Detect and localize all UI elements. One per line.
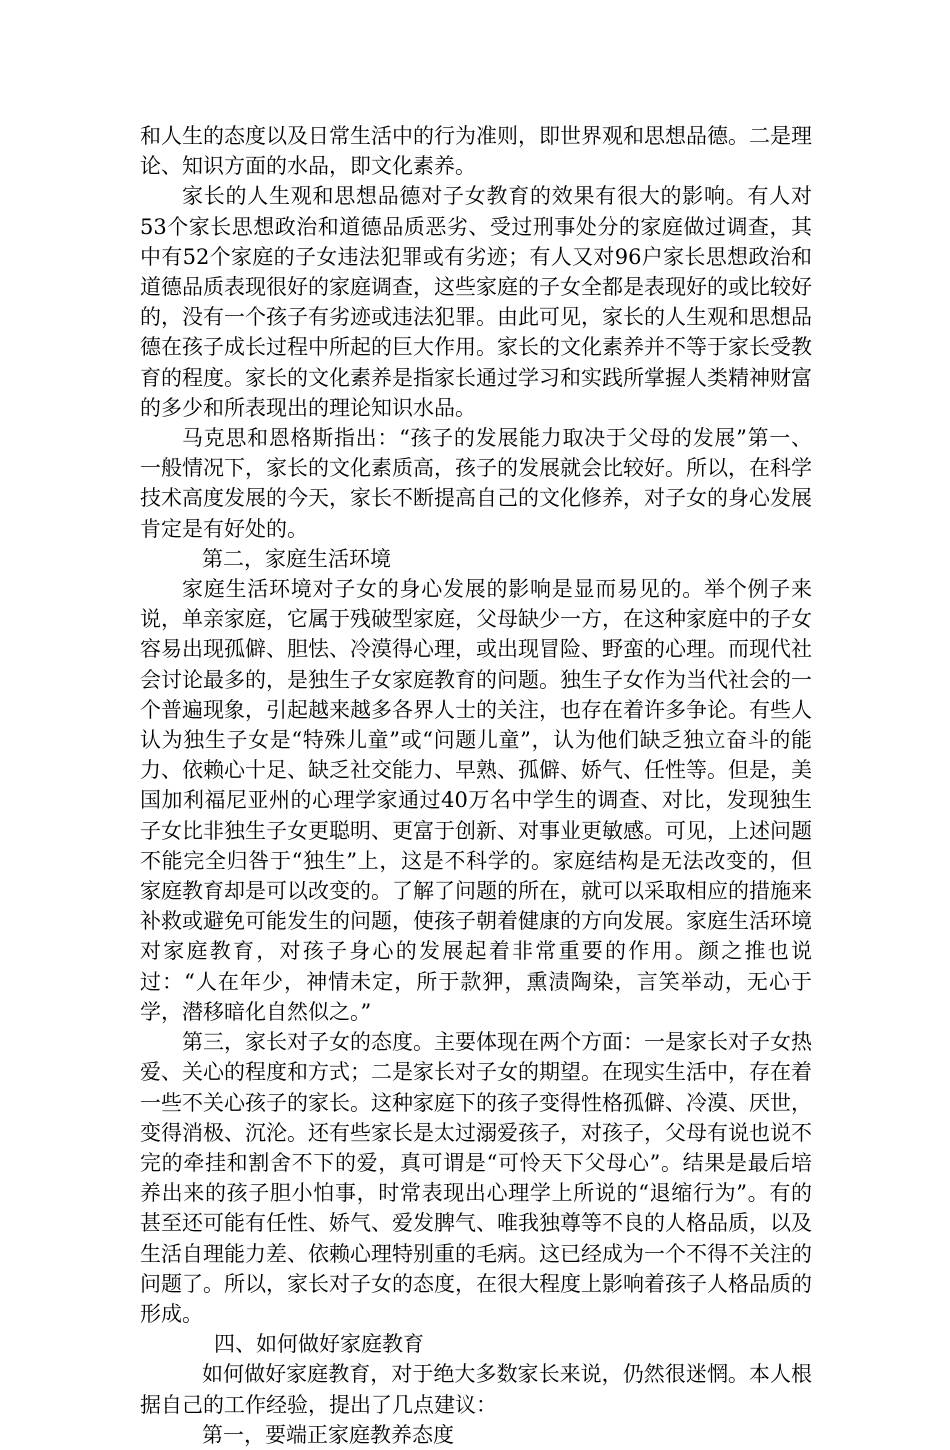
paragraph-parent-attitude: 第三，家长对子女的态度。主要体现在两个方面：一是家长对子女热爱、关心的程度和方式；二是家长对子女的期望。在现实生活中，存在着一些不关心孩子的家长。这种家庭下的孩子变得性格孤僻、冷漠、厌世，变得消极、沉沦。还有些家长是太过溺爱孩子，对孩子，父母有说也说不完的牵挂和割舍不下的爱，真可谓是“可怜天下父母心”。结果是最后培养出来的孩子胆小怕事，时常表现出心理学上所说的“退缩行为”。有的甚至还可能有任性、娇气、爱发脾气、唯我独尊等不良的人格品质，以及生活自理能力差、依赖心理特别重的毛病。这已经成为一个不得不关注的问题了。所以，家长对子女的态度，在很大程度上影响着孩子人格品质的形成。 [140,1030,812,1326]
section-heading-how-to-educate: 四、如何做好家庭教育 [214,1332,424,1357]
paragraph-continuation: 和人生的态度以及日常生活中的行为准则，即世界观和思想品德。二是理论、知识方面的水品，即文化素养。 [140,124,812,179]
paragraph-suggestions-intro: 如何做好家庭教育，对于绝大多数家长来说，仍然很迷惘。本人根据自己的工作经验，提出了几点建议： [140,1362,812,1417]
paragraph-marx-engels: 马克思和恩格斯指出：“孩子的发展能力取决于父母的发展”第一、一般情况下，家长的文化素质高，孩子的发展就会比较好。所以，在科学技术高度发展的今天，家长不断提高自己的文化修养，对子女的身心发展肯定是有好处的。 [140,426,812,541]
document-body [140,121,812,1450]
paragraph-family-environment: 家庭生活环境对子女的身心发展的影响是显而易见的。举个例子来说，单亲家庭，它属于残破型家庭，父母缺少一方，在这种家庭中的子女容易出现孤僻、胆怯、冷漠得心理，或出现冒险、野蛮的心理。而现代社会讨论最多的，是独生子女家庭教育的问题。独生子女作为当代社会的一个普遍现象，引起越来越多各界人士的关注，也存在着许多争论。有些人认为独生子女是“特殊儿童”或“问题儿童”，认为他们缺乏独立奋斗的能力、依赖心十足、缺乏社交能力、早熟、孤僻、娇气、任性等。但是，美国加利福尼亚州的心理学家通过40万名中学生的调查、对比，发现独生子女比非独生子女更聪明、更富于创新、对事业更敏感。可见，上述问题不能完全归咎于“独生”上，这是不科学的。家庭结构是无法改变的，但家庭教育却是可以改变的。了解了问题的所在，就可以采取相应的措施来补救或避免可能发生的问题，使孩子朝着健康的方向发展。家庭生活环境对家庭教育，对孩子身心的发展起着非常重要的作用。颜之推也说过：“人在年少，神情未定，所于款狎，熏渍陶染，言笑举动，无心于学，潜移暗化自然似之。” [140,577,812,1024]
section-heading-family-environment: 第二，家庭生活环境 [202,546,391,571]
paragraph-parent-morality: 家长的人生观和思想品德对子女教育的效果有很大的影响。有人对53个家长思想政治和道德品质恶劣、受过刑事处分的家庭做过调查，其中有52个家庭的子女违法犯罪或有劣迹；有人又对96户家长思想政治和道德品质表现很好的家庭调查，这些家庭的子女全都是表现好的或比较好的，没有一个孩子有劣迹或违法犯罪。由此可见，家长的人生观和思想品德在孩子成长过程中所起的巨大作用。家长的文化素养并不等于家长受教育的程度。家长的文化素养是指家长通过学习和实践所掌握人类精神财富的多少和所表现出的理论知识水品。 [140,184,812,420]
section-heading-first-suggestion: 第一，要端正家庭教养态度 [202,1422,454,1447]
